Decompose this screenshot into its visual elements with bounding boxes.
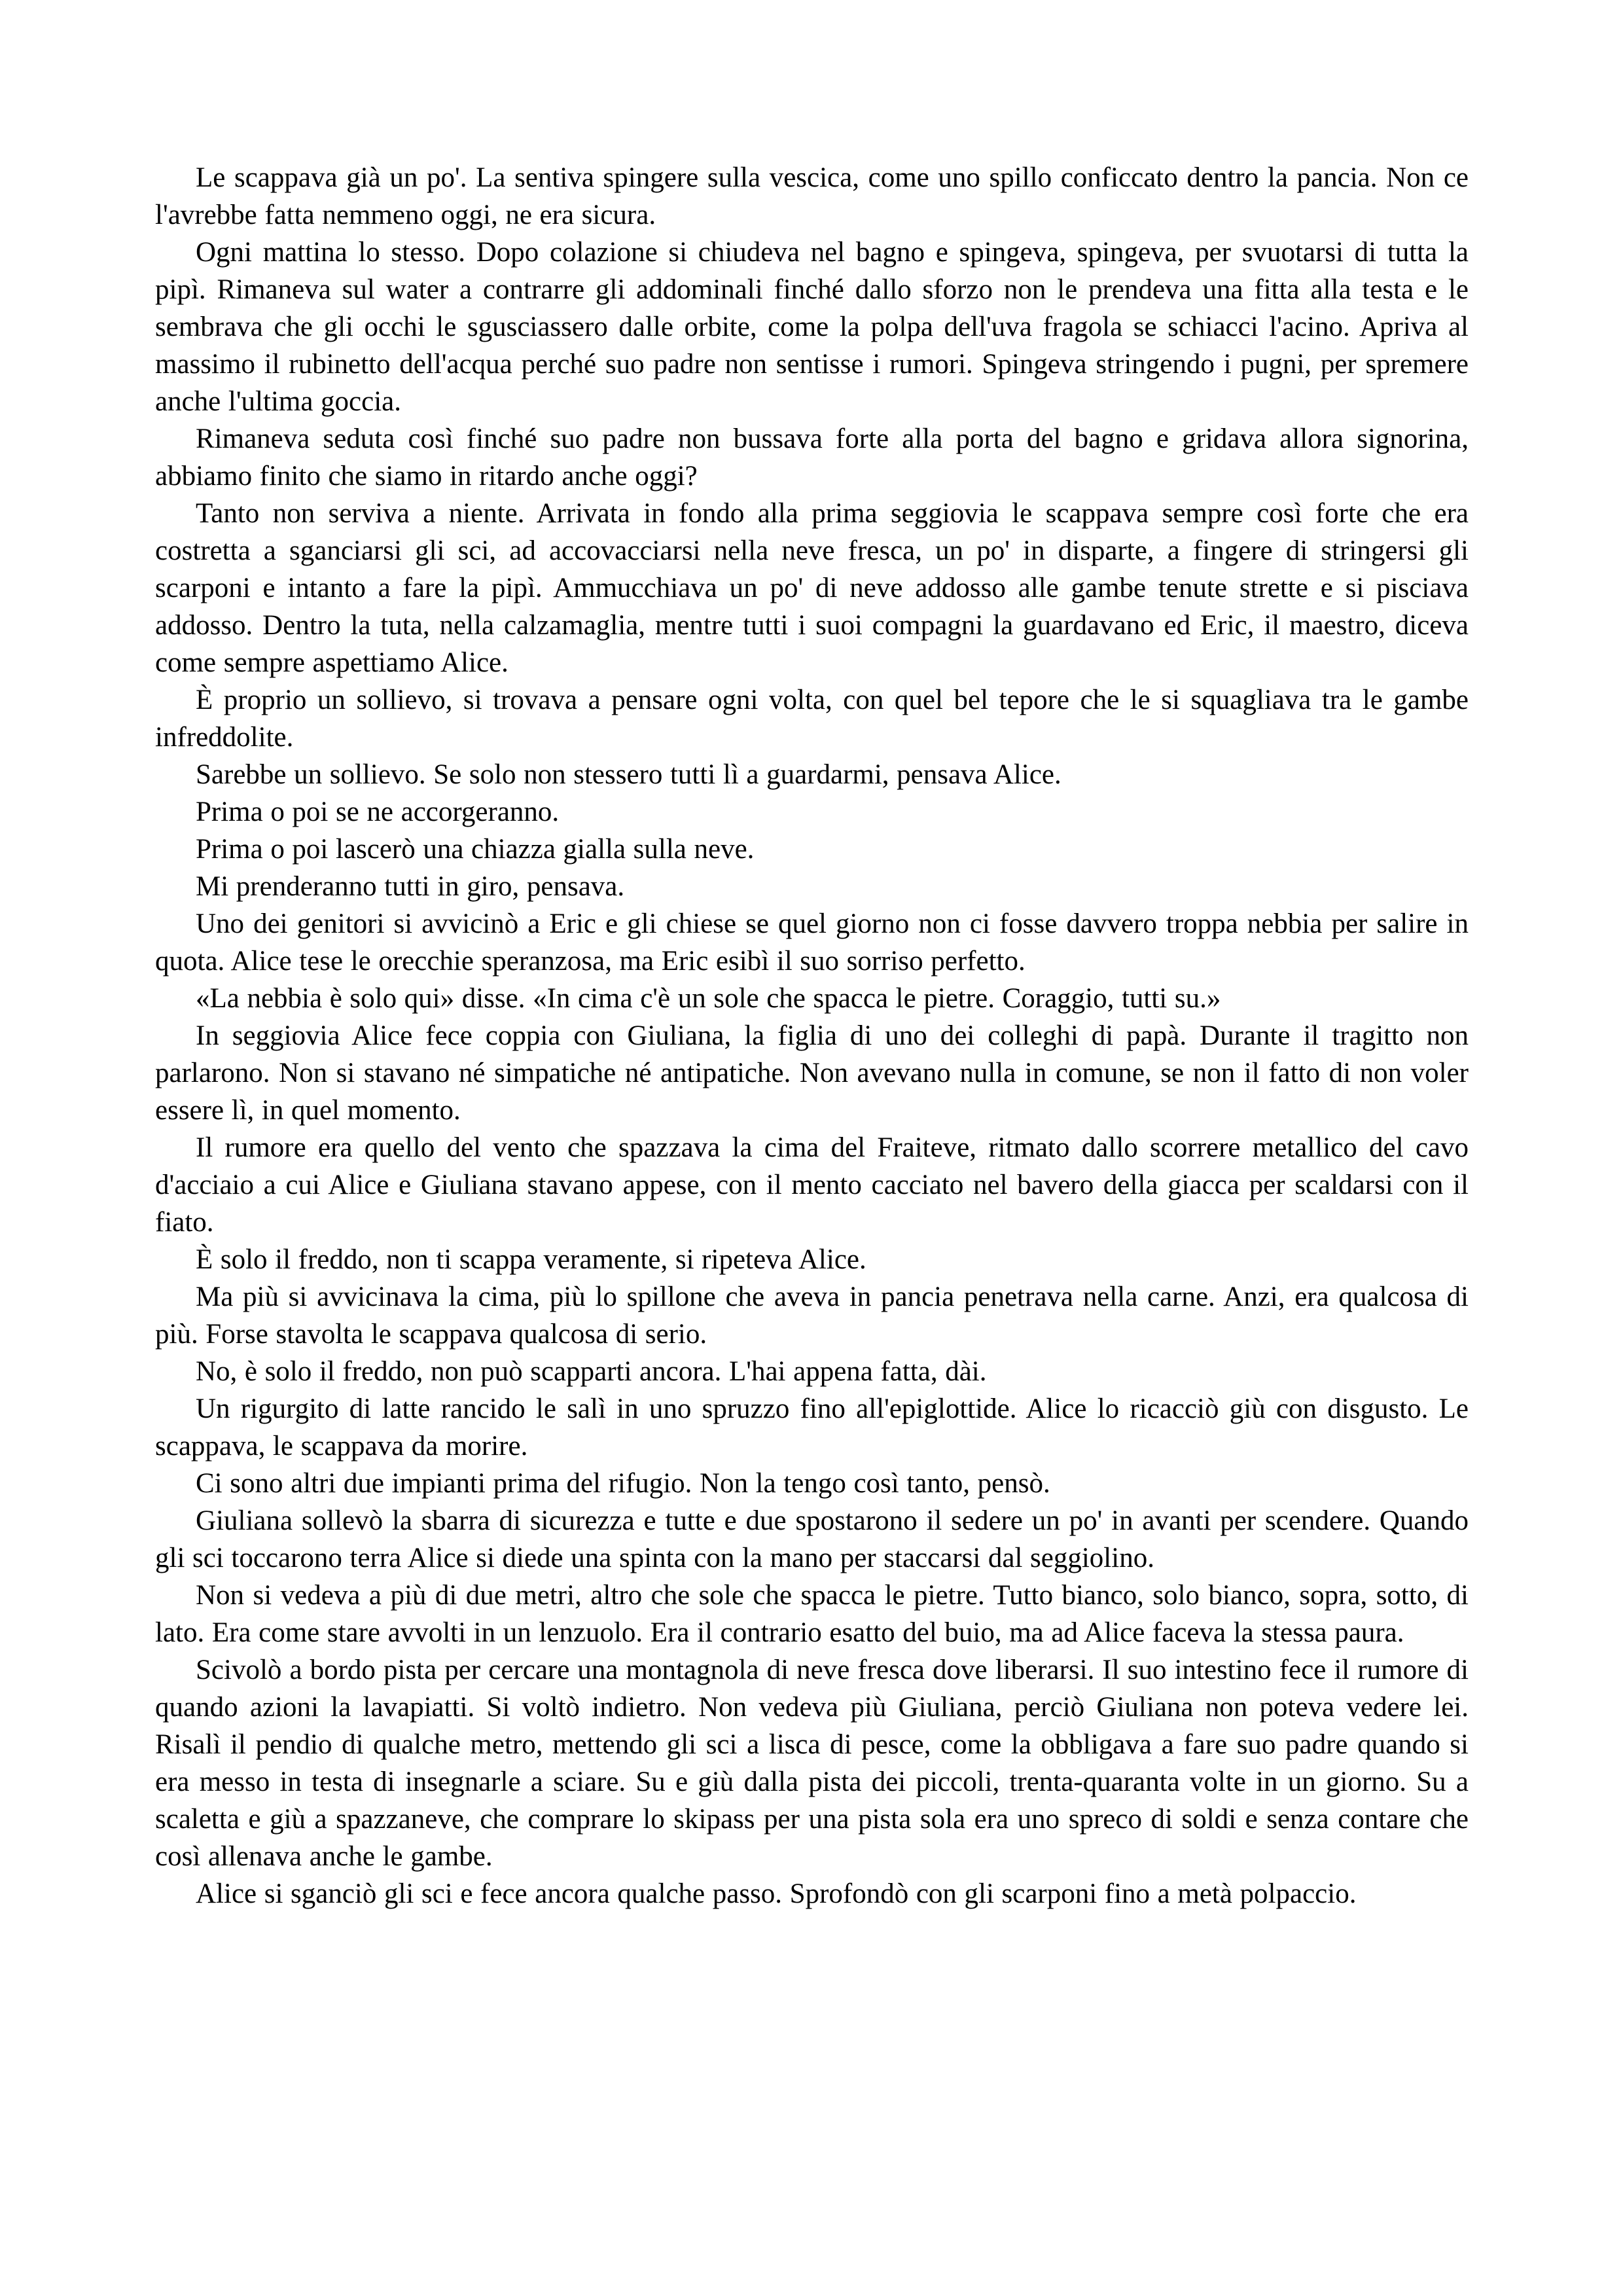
paragraph: Il rumore era quello del vento che spazzava la cima del Fraiteve, ritmato dallo scorrere metallico del cavo d'acciaio a cui Alice e Giuliana stavano appese, con il mento cacciato nel bavero della giacca per scaldarsi con il fiato. xyxy=(155,1132,1469,1238)
paragraph: Non si vedeva a più di due metri, altro che sole che spacca le pietre. Tutto bianco, solo bianco, sopra, sotto, di lato. Era come stare avvolti in un lenzuolo. Era il contrario esatto del buio, ma ad Alice faceva la stessa paura. xyxy=(155,1580,1469,1648)
paragraph: Scivolò a bordo pista per cercare una montagnola di neve fresca dove liberarsi. Il suo intestino fece il rumore di quando azioni la lavapiatti. Si voltò indietro. Non vedeva più Giuliana, perciò Giuliana non poteva vedere lei. Risalì il pendio di qualche metro, mettendo gli sci a lisca di pesce, come la obbligava a fare suo padre quando si era messo in testa di insegnarle a sciare. Su e giù dalla pista dei piccoli, trenta-quaranta volte in un giorno. Su a scaletta e giù a spazzaneve, che comprare lo skipass per una pista sola era uno spreco di soldi e senza contare che così allenava anche le gambe. xyxy=(155,1655,1469,1872)
paragraph: È solo il freddo, non ti scappa veramente, si ripeteva Alice. xyxy=(196,1244,866,1275)
paragraph: «La nebbia è solo qui» disse. «In cima c'è un sole che spacca le pietre. Coraggio, tutti su.» xyxy=(196,983,1221,1014)
paragraph: Ci sono altri due impianti prima del rifugio. Non la tengo così tanto, pensò. xyxy=(196,1468,1050,1499)
paragraph: No, è solo il freddo, non può scapparti ancora. L'hai appena fatta, dài. xyxy=(196,1356,987,1387)
paragraph: Un rigurgito di latte rancido le salì in uno spruzzo fino all'epiglottide. Alice lo ricacciò giù con disgusto. Le scappava, le scappava da morire. xyxy=(155,1393,1469,1462)
text-block xyxy=(155,159,1469,1912)
paragraph: Ogni mattina lo stesso. Dopo colazione si chiudeva nel bagno e spingeva, spingeva, per svuotarsi di tutta la pipì. Rimaneva sul water a contrarre gli addominali finché dallo sforzo non le prendeva una fitta alla testa e le sembrava che gli occhi le sgusciassero dalle orbite, come la polpa dell'uva fragola se schiacci l'acino. Apriva al massimo il rubinetto dell'acqua perché suo padre non sentisse i rumori. Spingeva stringendo i pugni, per spremere anche l'ultima goccia. xyxy=(155,237,1469,417)
paragraph: Alice si sganciò gli sci e fece ancora qualche passo. Sprofondò con gli scarponi fino a metà polpaccio. xyxy=(196,1878,1357,1909)
paragraph: Sarebbe un sollievo. Se solo non stessero tutti lì a guardarmi, pensava Alice. xyxy=(196,759,1061,790)
paragraph: Uno dei genitori si avvicinò a Eric e gli chiese se quel giorno non ci fosse davvero troppa nebbia per salire in quota. Alice tese le orecchie speranzosa, ma Eric esibì il suo sorriso perfetto. xyxy=(155,908,1469,977)
paragraph: Mi prenderanno tutti in giro, pensava. xyxy=(196,871,625,902)
paragraph: Tanto non serviva a niente. Arrivata in fondo alla prima seggiovia le scappava sempre così forte che era costretta a sganciarsi gli sci, ad accovacciarsi nella neve fresca, un po' in disparte, a fingere di stringersi gli scarponi e intanto a fare la pipì. Ammucchiava un po' di neve addosso alle gambe tenute strette e si pisciava addosso. Dentro la tuta, nella calzamaglia, mentre tutti i suoi compagni la guardavano ed Eric, il maestro, diceva come sempre aspettiamo Alice. xyxy=(155,498,1469,678)
paragraph: In seggiovia Alice fece coppia con Giuliana, la figlia di uno dei colleghi di papà. Durante il tragitto non parlarono. Non si stavano né simpatiche né antipatiche. Non avevano nulla in comune, se non il fatto di non voler essere lì, in quel momento. xyxy=(155,1020,1469,1126)
paragraph: È proprio un sollievo, si trovava a pensare ogni volta, con quel bel tepore che le si squagliava tra le gambe infreddolite. xyxy=(155,685,1469,753)
paragraph: Ma più si avvicinava la cima, più lo spillone che aveva in pancia penetrava nella carne. Anzi, era qualcosa di più. Forse stavolta le scappava qualcosa di serio. xyxy=(155,1282,1469,1350)
paragraph: Giuliana sollevò la sbarra di sicurezza e tutte e due spostarono il sedere un po' in avanti per scendere. Quando gli sci toccarono terra Alice si diede una spinta con la mano per staccarsi dal seggiolino. xyxy=(155,1505,1469,1573)
paragraph: Prima o poi se ne accorgeranno. xyxy=(196,797,560,827)
paragraph: Rimaneva seduta così finché suo padre non bussava forte alla porta del bagno e gridava allora signorina, abbiamo finito che siamo in ritardo anche oggi? xyxy=(155,423,1469,492)
paragraph: Prima o poi lascerò una chiazza gialla sulla neve. xyxy=(196,834,755,865)
paragraph: Le scappava già un po'. La sentiva spingere sulla vescica, come uno spillo conficcato dentro la pancia. Non ce l'avrebbe fatta nemmeno oggi, ne era sicura. xyxy=(155,162,1469,230)
